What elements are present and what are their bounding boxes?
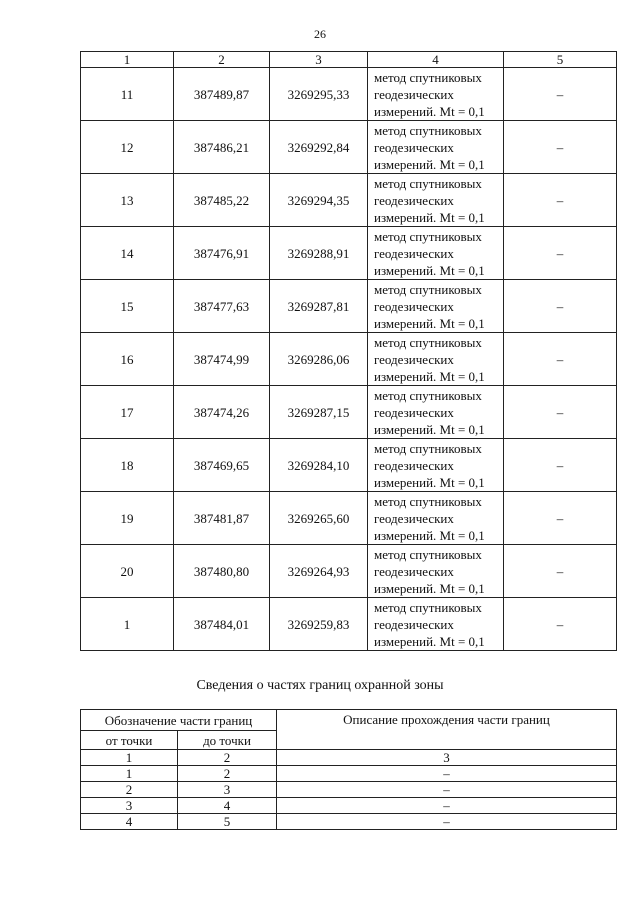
from-point-cell: 1 xyxy=(81,766,178,782)
y-coordinate-cell: 3269287,15 xyxy=(270,386,368,439)
method-cell xyxy=(368,68,504,121)
x-coordinate-cell: 387476,91 xyxy=(174,227,270,280)
number-cell: 1 xyxy=(81,750,178,766)
table-row xyxy=(81,439,617,492)
method-line: измерений. Mt = 0,1 xyxy=(374,315,485,331)
x-coordinate-cell: 387469,65 xyxy=(174,439,270,492)
to-point-cell: 5 xyxy=(178,814,277,830)
method-line: метод спутниковых xyxy=(374,493,482,509)
note-cell: – xyxy=(504,280,617,333)
from-header-cell: от точки xyxy=(81,731,178,750)
y-coordinate-cell: 3269259,83 xyxy=(270,598,368,651)
method-line: метод спутниковых xyxy=(374,69,482,85)
x-coordinate-cell: 387485,22 xyxy=(174,174,270,227)
to-point-cell: 2 xyxy=(178,766,277,782)
x-coordinate-cell: 387481,87 xyxy=(174,492,270,545)
method-line: геодезических xyxy=(374,510,454,526)
table-row xyxy=(81,798,617,814)
method-cell xyxy=(368,121,504,174)
coordinates-table xyxy=(80,51,617,651)
x-coordinate-cell: 387484,01 xyxy=(174,598,270,651)
note-cell: – xyxy=(504,492,617,545)
table-row xyxy=(81,68,617,121)
table-row xyxy=(81,766,617,782)
to-header-cell: до точки xyxy=(178,731,277,750)
method-line: измерений. Mt = 0,1 xyxy=(374,527,485,543)
page-number: 26 xyxy=(314,27,326,41)
point-number-cell: 1 xyxy=(81,598,174,651)
table-row xyxy=(81,227,617,280)
to-point-cell: 4 xyxy=(178,798,277,814)
point-number-cell: 16 xyxy=(81,333,174,386)
note-cell: – xyxy=(504,598,617,651)
y-coordinate-cell: 3269295,33 xyxy=(270,68,368,121)
boundary-parts-table xyxy=(80,709,617,830)
note-cell: – xyxy=(504,174,617,227)
y-coordinate-cell: 3269292,84 xyxy=(270,121,368,174)
coordinates-header-row xyxy=(81,52,617,68)
x-coordinate-cell: 387474,99 xyxy=(174,333,270,386)
point-number-cell: 17 xyxy=(81,386,174,439)
y-coordinate-cell: 3269284,10 xyxy=(270,439,368,492)
method-cell xyxy=(368,545,504,598)
table-row xyxy=(81,386,617,439)
method-line: измерений. Mt = 0,1 xyxy=(374,368,485,384)
number-cell: 3 xyxy=(277,750,617,766)
y-coordinate-cell: 3269265,60 xyxy=(270,492,368,545)
x-coordinate-cell: 387477,63 xyxy=(174,280,270,333)
x-coordinate-cell: 387474,26 xyxy=(174,386,270,439)
method-cell xyxy=(368,598,504,651)
parts-header-row xyxy=(81,710,617,731)
method-line: измерений. Mt = 0,1 xyxy=(374,421,485,437)
point-number-cell: 20 xyxy=(81,545,174,598)
note-cell: – xyxy=(504,439,617,492)
from-point-cell: 3 xyxy=(81,798,178,814)
table-row xyxy=(81,121,617,174)
group-header-cell: Обозначение части границ xyxy=(81,710,277,731)
table-row xyxy=(81,814,617,830)
method-line: геодезических xyxy=(374,245,454,261)
method-line: геодезических xyxy=(374,404,454,420)
from-point-cell: 2 xyxy=(81,782,178,798)
parts-numbers-row xyxy=(81,750,617,766)
method-cell xyxy=(368,386,504,439)
method-line: геодезических xyxy=(374,192,454,208)
method-line: измерений. Mt = 0,1 xyxy=(374,103,485,119)
description-cell: – xyxy=(277,814,617,830)
to-point-cell: 3 xyxy=(178,782,277,798)
table-row xyxy=(81,174,617,227)
description-cell: – xyxy=(277,798,617,814)
header-cell: 4 xyxy=(368,52,504,68)
point-number-cell: 14 xyxy=(81,227,174,280)
note-cell: – xyxy=(504,227,617,280)
description-cell: – xyxy=(277,766,617,782)
table-row xyxy=(81,782,617,798)
method-line: геодезических xyxy=(374,563,454,579)
point-number-cell: 15 xyxy=(81,280,174,333)
table-row xyxy=(81,545,617,598)
method-cell xyxy=(368,492,504,545)
method-line: геодезических xyxy=(374,139,454,155)
method-line: измерений. Mt = 0,1 xyxy=(374,474,485,490)
table-row xyxy=(81,598,617,651)
method-line: геодезических xyxy=(374,351,454,367)
method-line: метод спутниковых xyxy=(374,122,482,138)
method-line: метод спутниковых xyxy=(374,281,482,297)
method-line: измерений. Mt = 0,1 xyxy=(374,209,485,225)
note-cell: – xyxy=(504,68,617,121)
method-line: метод спутниковых xyxy=(374,387,482,403)
method-line: метод спутниковых xyxy=(374,228,482,244)
header-cell: 1 xyxy=(81,52,174,68)
method-line: метод спутниковых xyxy=(374,440,482,456)
header-cell: 2 xyxy=(174,52,270,68)
method-line: метод спутниковых xyxy=(374,334,482,350)
method-line: метод спутниковых xyxy=(374,175,482,191)
method-cell xyxy=(368,174,504,227)
table-row xyxy=(81,333,617,386)
point-number-cell: 18 xyxy=(81,439,174,492)
section-title: Сведения о частях границ охранной зоны xyxy=(196,678,444,693)
point-number-cell: 13 xyxy=(81,174,174,227)
point-number-cell: 11 xyxy=(81,68,174,121)
method-cell xyxy=(368,439,504,492)
from-point-cell: 4 xyxy=(81,814,178,830)
table-row xyxy=(81,492,617,545)
description-header-cell: Описание прохождения части границ xyxy=(277,710,617,750)
description-cell: – xyxy=(277,782,617,798)
note-cell: – xyxy=(504,545,617,598)
y-coordinate-cell: 3269264,93 xyxy=(270,545,368,598)
method-line: метод спутниковых xyxy=(374,546,482,562)
header-cell: 5 xyxy=(504,52,617,68)
method-cell xyxy=(368,280,504,333)
note-cell: – xyxy=(504,333,617,386)
method-line: геодезических xyxy=(374,298,454,314)
y-coordinate-cell: 3269288,91 xyxy=(270,227,368,280)
x-coordinate-cell: 387489,87 xyxy=(174,68,270,121)
method-line: геодезических xyxy=(374,616,454,632)
method-line: измерений. Mt = 0,1 xyxy=(374,633,485,649)
note-cell: – xyxy=(504,121,617,174)
table-row xyxy=(81,280,617,333)
method-cell xyxy=(368,227,504,280)
method-line: измерений. Mt = 0,1 xyxy=(374,262,485,278)
method-cell xyxy=(368,333,504,386)
y-coordinate-cell: 3269286,06 xyxy=(270,333,368,386)
y-coordinate-cell: 3269287,81 xyxy=(270,280,368,333)
method-line: измерений. Mt = 0,1 xyxy=(374,580,485,596)
point-number-cell: 19 xyxy=(81,492,174,545)
method-line: измерений. Mt = 0,1 xyxy=(374,156,485,172)
number-cell: 2 xyxy=(178,750,277,766)
header-cell: 3 xyxy=(270,52,368,68)
x-coordinate-cell: 387480,80 xyxy=(174,545,270,598)
method-line: метод спутниковых xyxy=(374,599,482,615)
method-line: геодезических xyxy=(374,457,454,473)
point-number-cell: 12 xyxy=(81,121,174,174)
note-cell: – xyxy=(504,386,617,439)
method-line: геодезических xyxy=(374,86,454,102)
x-coordinate-cell: 387486,21 xyxy=(174,121,270,174)
y-coordinate-cell: 3269294,35 xyxy=(270,174,368,227)
